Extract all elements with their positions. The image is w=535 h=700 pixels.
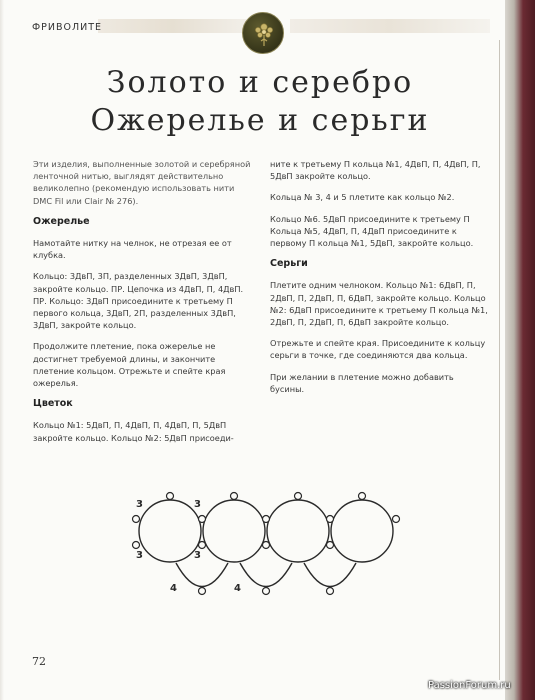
heading-earrings: Серьги [270, 258, 308, 270]
section-label: ФРИВОЛИТЕ [32, 22, 103, 33]
diagram-picot [263, 588, 270, 595]
diagram-picot [133, 542, 140, 549]
diagram-picot [199, 588, 206, 595]
necklace-paragraph-2: Кольцо: 3ДвП, 3П, разделенных 3ДвП, 3ДвП, закройте кольцо. ПР. Цепочка из 4ДвП, П, 4ДвП. ПР. Кольцо: 3ДвП присоедините к третьему П первого кольца, 3ДвП, 2П, разделенных 3ДвП, 3ДвП, закройте кольцо. [33, 271, 244, 331]
diagram-picot [263, 542, 270, 549]
diagram-picot [327, 516, 334, 523]
page-number: 72 [32, 655, 46, 668]
title-line-1: Золото и серебро [106, 65, 414, 100]
page-left-edge [0, 0, 4, 700]
diagram-chain-2 [240, 563, 292, 587]
book-spine [505, 0, 535, 700]
tatting-diagram [120, 485, 420, 610]
heading-necklace: Ожерелье [33, 215, 90, 227]
diagram-label: 4 [234, 583, 241, 594]
right-column [270, 158, 488, 404]
flower-paragraph-3: Кольца № 3, 4 и 5 плетите как кольцо №2. [270, 192, 455, 203]
emblem-flower-icon [249, 19, 279, 49]
earrings-paragraph-2: Отрежьте и спейте края. Присоедините к кольцу серьги в точке, где соединяются два кольца. [270, 338, 486, 361]
diagram-picot [167, 493, 174, 500]
diagram-picot [199, 516, 206, 523]
diagram-picot [327, 588, 334, 595]
page-title [40, 64, 480, 140]
earrings-paragraph-3: При желании в плетение можно добавить бусины. [270, 371, 454, 394]
diagram-ring-3 [267, 500, 329, 562]
diagram-label: 3 [194, 499, 201, 510]
flower-paragraph-2: ните к третьему П кольца №1, 4ДвП, П, 4ДвП, П, 5ДвП закройте кольцо. [270, 159, 481, 182]
diagram-picot [359, 493, 366, 500]
diagram-label: 3 [136, 499, 143, 510]
diagram-label: 3 [194, 550, 201, 561]
diagram-ring-1 [139, 500, 201, 562]
header-decor-band-right [290, 19, 490, 33]
diagram-picot [327, 542, 334, 549]
earrings-paragraph-1: Плетите одним челноком. Кольцо №1: 6ДвП, П, 2ДвП, П, 2ДвП, П, 6ДвП, закройте кольцо. Кольцо №2: 6ДвП присоедините к третьему П кольца №1, 2ДвП, П, 2ДвП, П, 6ДвП закройте кольцо. [270, 280, 488, 328]
flower-paragraph-1: Кольцо №1: 5ДвП, П, 4ДвП, П, 4ДвП, П, 5ДвП закройте кольцо. Кольцо №2: 5ДвП присоеди- [33, 420, 234, 443]
diagram-picot [295, 493, 302, 500]
diagram-picot [393, 516, 400, 523]
diagram-label: 3 [136, 550, 143, 561]
diagram-ring-2 [203, 500, 265, 562]
diagram-picot [199, 542, 206, 549]
heading-flower: Цветок [33, 398, 73, 410]
title-line-2: Ожерелье и серьги [90, 103, 430, 138]
diagram-chain-3 [304, 563, 356, 587]
diagram-label: 4 [170, 583, 177, 594]
header-decor-band-left [98, 19, 248, 33]
intro-paragraph: Эти изделия, выполненные золотой и серебряной ленточной нитью, выглядят действительно великолепно (рекомендую использовать нити DMC Fil или Clair № 276). [33, 159, 251, 206]
diagram-picot [231, 493, 238, 500]
necklace-paragraph-1: Намотайте нитку на челнок, не отрезая ее от клубка. [33, 238, 232, 261]
flower-paragraph-4: Кольцо №6. 5ДвП присоедините к третьему П Кольца №5, 4ДвП, П, 4ДвП присоедините к первому П кольца №1, 5ДвП, закройте кольцо. [270, 213, 474, 249]
necklace-paragraph-3: Продолжите плетение, пока ожерелье не достигнет требуемой длины, и закончите плетение кольцом. Отрежьте и спейте края ожерелья. [33, 341, 226, 389]
left-column [33, 158, 255, 453]
watermark: PassionForum.ru [428, 680, 511, 691]
diagram-picot [263, 516, 270, 523]
page-fold-line [499, 40, 500, 680]
diagram-ring-4 [331, 500, 393, 562]
diagram-picot [133, 516, 140, 523]
gold-flower-emblem-icon [242, 12, 284, 54]
diagram-chain-1 [176, 563, 228, 587]
